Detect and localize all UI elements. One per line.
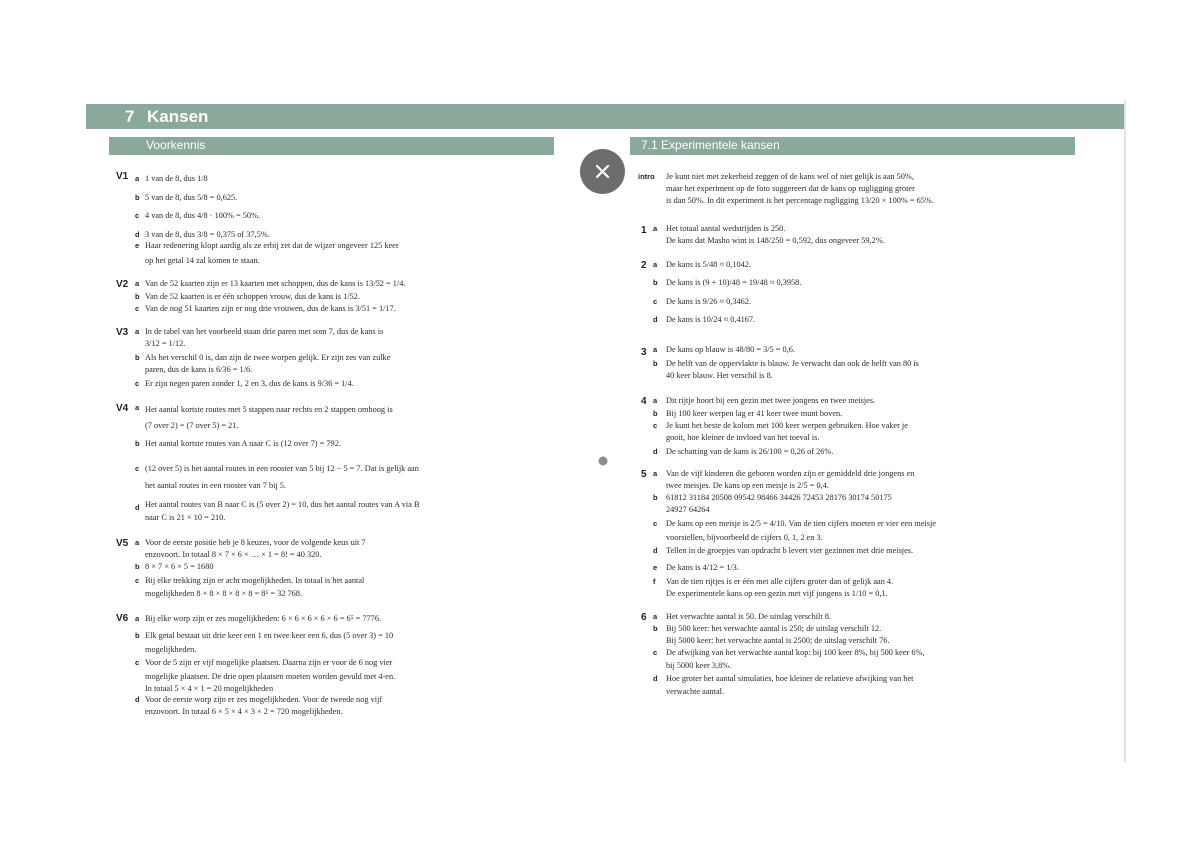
answer-line: 3/12 = 1/12. [145, 339, 186, 348]
answer-line: De kans is 4/12 = 1/3. [666, 563, 739, 572]
subquestion-letter: d [653, 546, 658, 555]
answer-line: In totaal 5 × 4 × 1 = 20 mogelijkheden [145, 684, 274, 693]
answer-line: Bij elke worp zijn er zes mogelijkheden: 6 × 6 × 6 × 6 × 6 = 6⁵ = 7776. [145, 614, 382, 623]
answer-line: De kans is 5/48 ≈ 0,1042. [666, 260, 751, 269]
answer-line: twee meisjes. De kans op een meisje is 2/5 = 0,4. [666, 481, 829, 490]
close-button[interactable] [580, 149, 625, 194]
exercise-number: V3 [116, 327, 129, 338]
subquestion-letter: b [653, 278, 658, 287]
subquestion-letter: b [135, 562, 140, 571]
answer-line: Bij elke trekking zijn er acht mogelijkheden. In totaal is het aantal [145, 576, 365, 585]
answer-line: 1 van de 8, dus 1/8 [145, 174, 208, 183]
answer-line: Van de tien rijtjes is er één met alle cijfers groter dan of gelijk aan 4. [666, 577, 894, 586]
answer-line: Je kunt niet met zekerheid zeggen of de kans wel of niet gelijk is aan 50%, [666, 172, 914, 181]
answer-line: op het getal 14 zal komen te staan. [145, 256, 260, 265]
page-indicator-icon [597, 455, 609, 467]
answer-line: is dan 50%. In dit experiment is het percentage rugligging 13/20 × 100% = 65%. [666, 196, 934, 205]
answer-line: 40 keer blauw. Het verschil is 8. [666, 371, 773, 380]
subquestion-letter: c [135, 379, 140, 388]
subquestion-letter: a [135, 403, 140, 412]
answer-line: De kans op een meisje is 2/5 = 4/10. Van de tien cijfers moeten er vier een meisje [666, 519, 936, 528]
answer-line: paren, dus de kans is 6/36 = 1/6. [145, 365, 253, 374]
exercise-number: V4 [116, 403, 129, 414]
close-icon [580, 149, 625, 194]
subquestion-letter: b [653, 493, 658, 502]
answer-line: De kans op blauw is 48/80 = 3/5 = 0,6. [666, 345, 795, 354]
subquestion-letter: a [653, 612, 658, 621]
answer-line: De helft van de oppervlakte is blauw. Je verwacht dan ook de helft van 80 is [666, 359, 919, 368]
answer-line: De kans is 9/26 ≈ 0,3462. [666, 297, 751, 306]
answer-line: De kans is 10/24 ≈ 0,4167. [666, 315, 756, 324]
subquestion-letter: c [653, 648, 658, 657]
answer-line: De schatting van de kans is 26/100 = 0,26 of 26%. [666, 447, 834, 456]
subquestion-letter: a [135, 538, 140, 547]
exercise-number: V6 [116, 613, 129, 624]
answer-line: Het aantal routes van B naar C is (5 over 2) = 10, dus het aantal routes van A via B [145, 500, 420, 509]
answer-line: mogelijkheden 8 × 8 × 8 × 8 × 8 = 8⁵ = 32 768. [145, 589, 303, 598]
answer-line: Er zijn negen paren zonder 1, 2 en 3, dus de kans is 9/36 = 1/4. [145, 379, 354, 388]
subquestion-letter: a [653, 396, 658, 405]
subquestion-letter: d [653, 315, 658, 324]
answer-line: Van de nog 51 kaarten zijn er nog drie vrouwen, dus de kans is 3/51 = 1/17. [145, 304, 396, 313]
answer-line: Voor de 5 zijn er vijf mogelijke plaatsen. Daarna zijn er voor de 6 nog vier [145, 658, 393, 667]
page-edge-line [1124, 100, 1126, 762]
subquestion-letter: a [135, 174, 140, 183]
answer-line: Haar redenering klopt aardig als ze erbij zet dat de wijzer ongeveer 125 keer [145, 241, 399, 250]
answer-line: enzovoort. In totaal 6 × 5 × 4 × 3 × 2 = 720 mogelijkheden. [145, 707, 343, 716]
answer-line: Elk getal bestaat uit drie keer een 1 en twee keer een 6, dus (5 over 3) = 10 [145, 631, 394, 640]
subquestion-letter: c [135, 464, 140, 473]
answer-line: Tellen in de groepjes van opdracht b levert vier gezinnen met drie meisjes. [666, 546, 914, 555]
answer-line: voorstellen, bijvoorbeeld de cijfers 0, 1, 2 en 3. [666, 533, 823, 542]
answer-line: naar C is 21 × 10 = 210. [145, 513, 226, 522]
subquestion-letter: b [135, 193, 140, 202]
exercise-number: 2 [641, 260, 647, 271]
subquestion-letter: a [653, 260, 658, 269]
answer-line: Bij 500 keer: het verwachte aantal is 250; de uitslag verschilt 12. [666, 624, 882, 633]
answer-line: De kans is (9 + 10)/48 = 19/48 ≈ 0,3958. [666, 278, 802, 287]
answer-line: Als het verschil 0 is, dan zijn de twee worpen gelijk. Er zijn zes van zulke [145, 353, 391, 362]
answer-line: Het verwachte aantal is 50. De uitslag verschilt 8. [666, 612, 831, 621]
subquestion-letter: b [135, 439, 140, 448]
answer-line: 8 × 7 × 6 × 5 = 1680 [145, 562, 214, 571]
answer-line: Het aantal kortste routes met 5 stappen naar rechts en 2 stappen omhoog is [145, 405, 393, 414]
answer-line: Je kunt het beste de kolom met 100 keer werpen gebruiken. Hoe vaker je [666, 421, 908, 430]
exercise-number: V5 [116, 538, 129, 549]
answer-line: Voor de eerste positie heb je 8 keuzes, voor de volgende keus uit 7 [145, 538, 366, 547]
subquestion-letter: a [135, 614, 140, 623]
answer-line: Bij 100 keer werpen lag er 41 keer twee munt boven. [666, 409, 843, 418]
subquestion-letter: c [135, 211, 140, 220]
subquestion-letter: c [653, 519, 658, 528]
answer-line: Bij 5000 keer: het verwachte aantal is 2500; de uitslag verschilt 76. [666, 636, 890, 645]
answer-line: (7 over 2) = (7 over 5) = 21. [145, 421, 239, 430]
subquestion-letter: f [653, 577, 656, 586]
subquestion-letter: a [135, 279, 140, 288]
subquestion-letter: b [135, 353, 140, 362]
answer-line: maar het experiment op de foto suggereert dat de kans op rugligging groter [666, 184, 915, 193]
subquestion-letter: a [653, 345, 658, 354]
intro-label: intro [638, 172, 655, 181]
subquestion-letter: d [135, 230, 140, 239]
subquestion-letter: e [135, 241, 140, 250]
subquestion-letter: c [653, 421, 658, 430]
exercise-number: 1 [641, 225, 647, 236]
answer-line: Het aantal kortste routes van A naar C is (12 over 7) = 792. [145, 439, 341, 448]
subquestion-letter: a [653, 224, 658, 233]
chapter-title: Kansen [147, 107, 209, 126]
answer-line: In de tabel van het voorbeeld staan drie paren met som 7, dus de kans is [145, 327, 384, 336]
exercise-number: V1 [116, 171, 129, 182]
answer-line: 3 van de 8, dus 3/8 = 0,375 of 37,5%. [145, 230, 270, 239]
subquestion-letter: c [135, 658, 140, 667]
answer-line: Het totaal aantal wedstrijden is 250. [666, 224, 786, 233]
exercise-number: 4 [641, 396, 647, 407]
answer-line: Van de vijf kinderen die geboren worden zijn er gemiddeld drie jongens en [666, 469, 915, 478]
chapter-header-bar [86, 104, 1124, 129]
section-title-left: Voorkennis [146, 138, 206, 152]
answer-line: verwachte aantal. [666, 687, 725, 696]
answer-line: 61812 31184 20508 09542 98466 34426 72453 28176 30174 50175 [666, 493, 892, 502]
exercise-number: 5 [641, 469, 647, 480]
subquestion-letter: b [653, 624, 658, 633]
subquestion-letter: a [653, 469, 658, 478]
subquestion-letter: d [135, 695, 140, 704]
answer-line: Van de 52 kaarten is er één schoppen vrouw, dus de kans is 1/52. [145, 292, 360, 301]
subquestion-letter: b [653, 359, 658, 368]
exercise-number: V2 [116, 279, 129, 290]
answer-line: Voor de eerste worp zijn er zes mogelijkheden. Voor de tweede nog vijf [145, 695, 383, 704]
exercise-number: 3 [641, 347, 647, 358]
answer-line: 5 van de 8, dus 5/8 = 0,625. [145, 193, 238, 202]
subquestion-letter: d [135, 503, 140, 512]
answer-line: De kans dat Masho wint is 148/250 = 0,592, dus ongeveer 59,2%. [666, 236, 885, 245]
subquestion-letter: b [135, 631, 140, 640]
answer-line: Van de 52 kaarten zijn er 13 kaarten met schoppen, dus de kans is 13/52 = 1/4. [145, 279, 406, 288]
answer-line: het aantal routes in een rooster van 7 bij 5. [145, 481, 287, 490]
answer-line: (12 over 5) is het aantal routes in een rooster van 5 bij 12 − 5 = 7. Dat is gelijk aan [145, 464, 419, 473]
chapter-number: 7 [125, 107, 135, 126]
subquestion-letter: b [653, 409, 658, 418]
answer-line: mogelijke plaatsen. De drie open plaatsen moeten worden gevuld met 4-en. [145, 672, 396, 681]
answer-line: mogelijkheden. [145, 645, 197, 654]
answer-line: De experimentele kans op een gezin met vijf jongens is 1/10 = 0,1. [666, 589, 888, 598]
answer-line: bij 5000 keer 3,8%. [666, 661, 732, 670]
exercise-number: 6 [641, 612, 647, 623]
answer-line: 24927 64264 [666, 505, 710, 514]
answer-line: enzovoort. In totaal 8 × 7 × 6 × … × 1 = 8! = 40 320. [145, 550, 322, 559]
answer-line: Dit rijtje hoort bij een gezin met twee jongens en twee meisjes. [666, 396, 876, 405]
answer-line: 4 van de 8, dus 4/8 · 100% = 50%. [145, 211, 261, 220]
subquestion-letter: d [653, 674, 658, 683]
subquestion-letter: c [135, 576, 140, 585]
answer-line: De afwijking van het verwachte aantal kop: bij 100 keer 8%, bij 500 keer 6%, [666, 648, 925, 657]
subquestion-letter: c [653, 297, 658, 306]
section-title-right: 7.1 Experimentele kansen [641, 138, 780, 152]
subquestion-letter: e [653, 563, 658, 572]
subquestion-letter: d [653, 447, 658, 456]
subquestion-letter: b [135, 292, 140, 301]
answer-line: Hoe groter het aantal simulaties, hoe kleiner de relatieve afwijking van het [666, 674, 914, 683]
answer-line: gooit, hoe kleiner de invloed van het toeval is. [666, 433, 820, 442]
subquestion-letter: c [135, 304, 140, 313]
subquestion-letter: a [135, 327, 140, 336]
